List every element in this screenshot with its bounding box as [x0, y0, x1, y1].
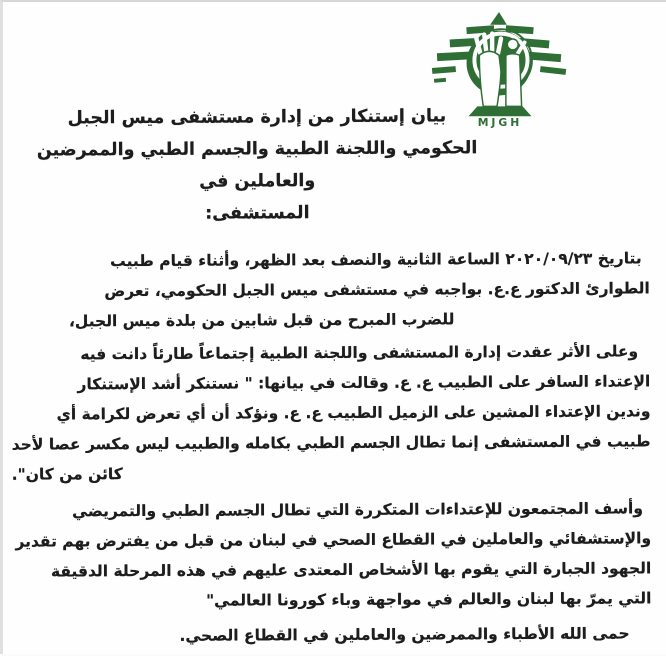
text-line: كائن من كان". [11, 465, 123, 484]
text-line: وأسف المجتمعون للإعتداءات المتكررة التي تطال الجسم الطبي والتمريضي [72, 499, 643, 521]
text-line: الإعتداء السافر على الطبيب ع. ع. وقالت في بيانها: " نستنكر أشد الإستنكار [77, 372, 651, 394]
text-line: الطوارئ الدكتور ع.ع. بواجبه في مستشفى ميس الجبل الحكومي، تعرض [104, 279, 650, 301]
paragraph-condemnation [11, 336, 651, 489]
text-line: للضرب المبرح من قبل شابين من بلدة ميس الجبل، [68, 310, 455, 331]
title-line-3: المستشفى: [205, 203, 310, 224]
text-line: الجهود الجبارة التي يقوم بها الأشخاص المعتدى عليهم في هذه المرحلة الدقيقة [50, 559, 652, 581]
text-line: بتاريخ ٢٠٢٠/٠٩/٢٣ الساعة الثانية والنصف بعد الظهر، وأثناء قيام طبيب [110, 249, 642, 271]
text-line: طبيب في المستشفى إنما تطال الجسم الطبي بكامله والطبيب ليس مكسر عصا لأحد [11, 432, 651, 454]
statement-title [6, 100, 509, 231]
text-line: التي يمرّ بها لبنان والعالم في مواجهة وباء كورونا العالمي" [206, 589, 652, 610]
closing-blessing [13, 618, 652, 651]
closing-line: حمى الله الأطباء والممرضين والعاملين في القطاع الصحي. [179, 624, 630, 645]
text-line: وعلى الأثر عقدت إدارة المستشفى واللجنة الطبية إجتماعاً طارئاً دانت فيه [80, 342, 639, 364]
paragraph-regret [12, 493, 652, 616]
text-line: وندين الإعتداء المشين على الزميل الطبيب ع. ع. ونؤكد أن أي تعرض لكرامة أي [56, 402, 651, 424]
statement-body [11, 243, 652, 651]
text-line: والإستشفائي والعاملين في القطاع الصحي في لبنان من قبل من يفترض بهم تقدير [15, 529, 652, 551]
logo-acronym: MJGH [477, 116, 523, 128]
paragraph-incident [11, 243, 650, 336]
title-line-1: بيان إستنكار من إدارة مستشفى ميس الجبل [67, 106, 447, 129]
title-line-2: الحكومي واللجنة الطبية والجسم الطبي والممرضين والعاملين في [36, 138, 478, 192]
